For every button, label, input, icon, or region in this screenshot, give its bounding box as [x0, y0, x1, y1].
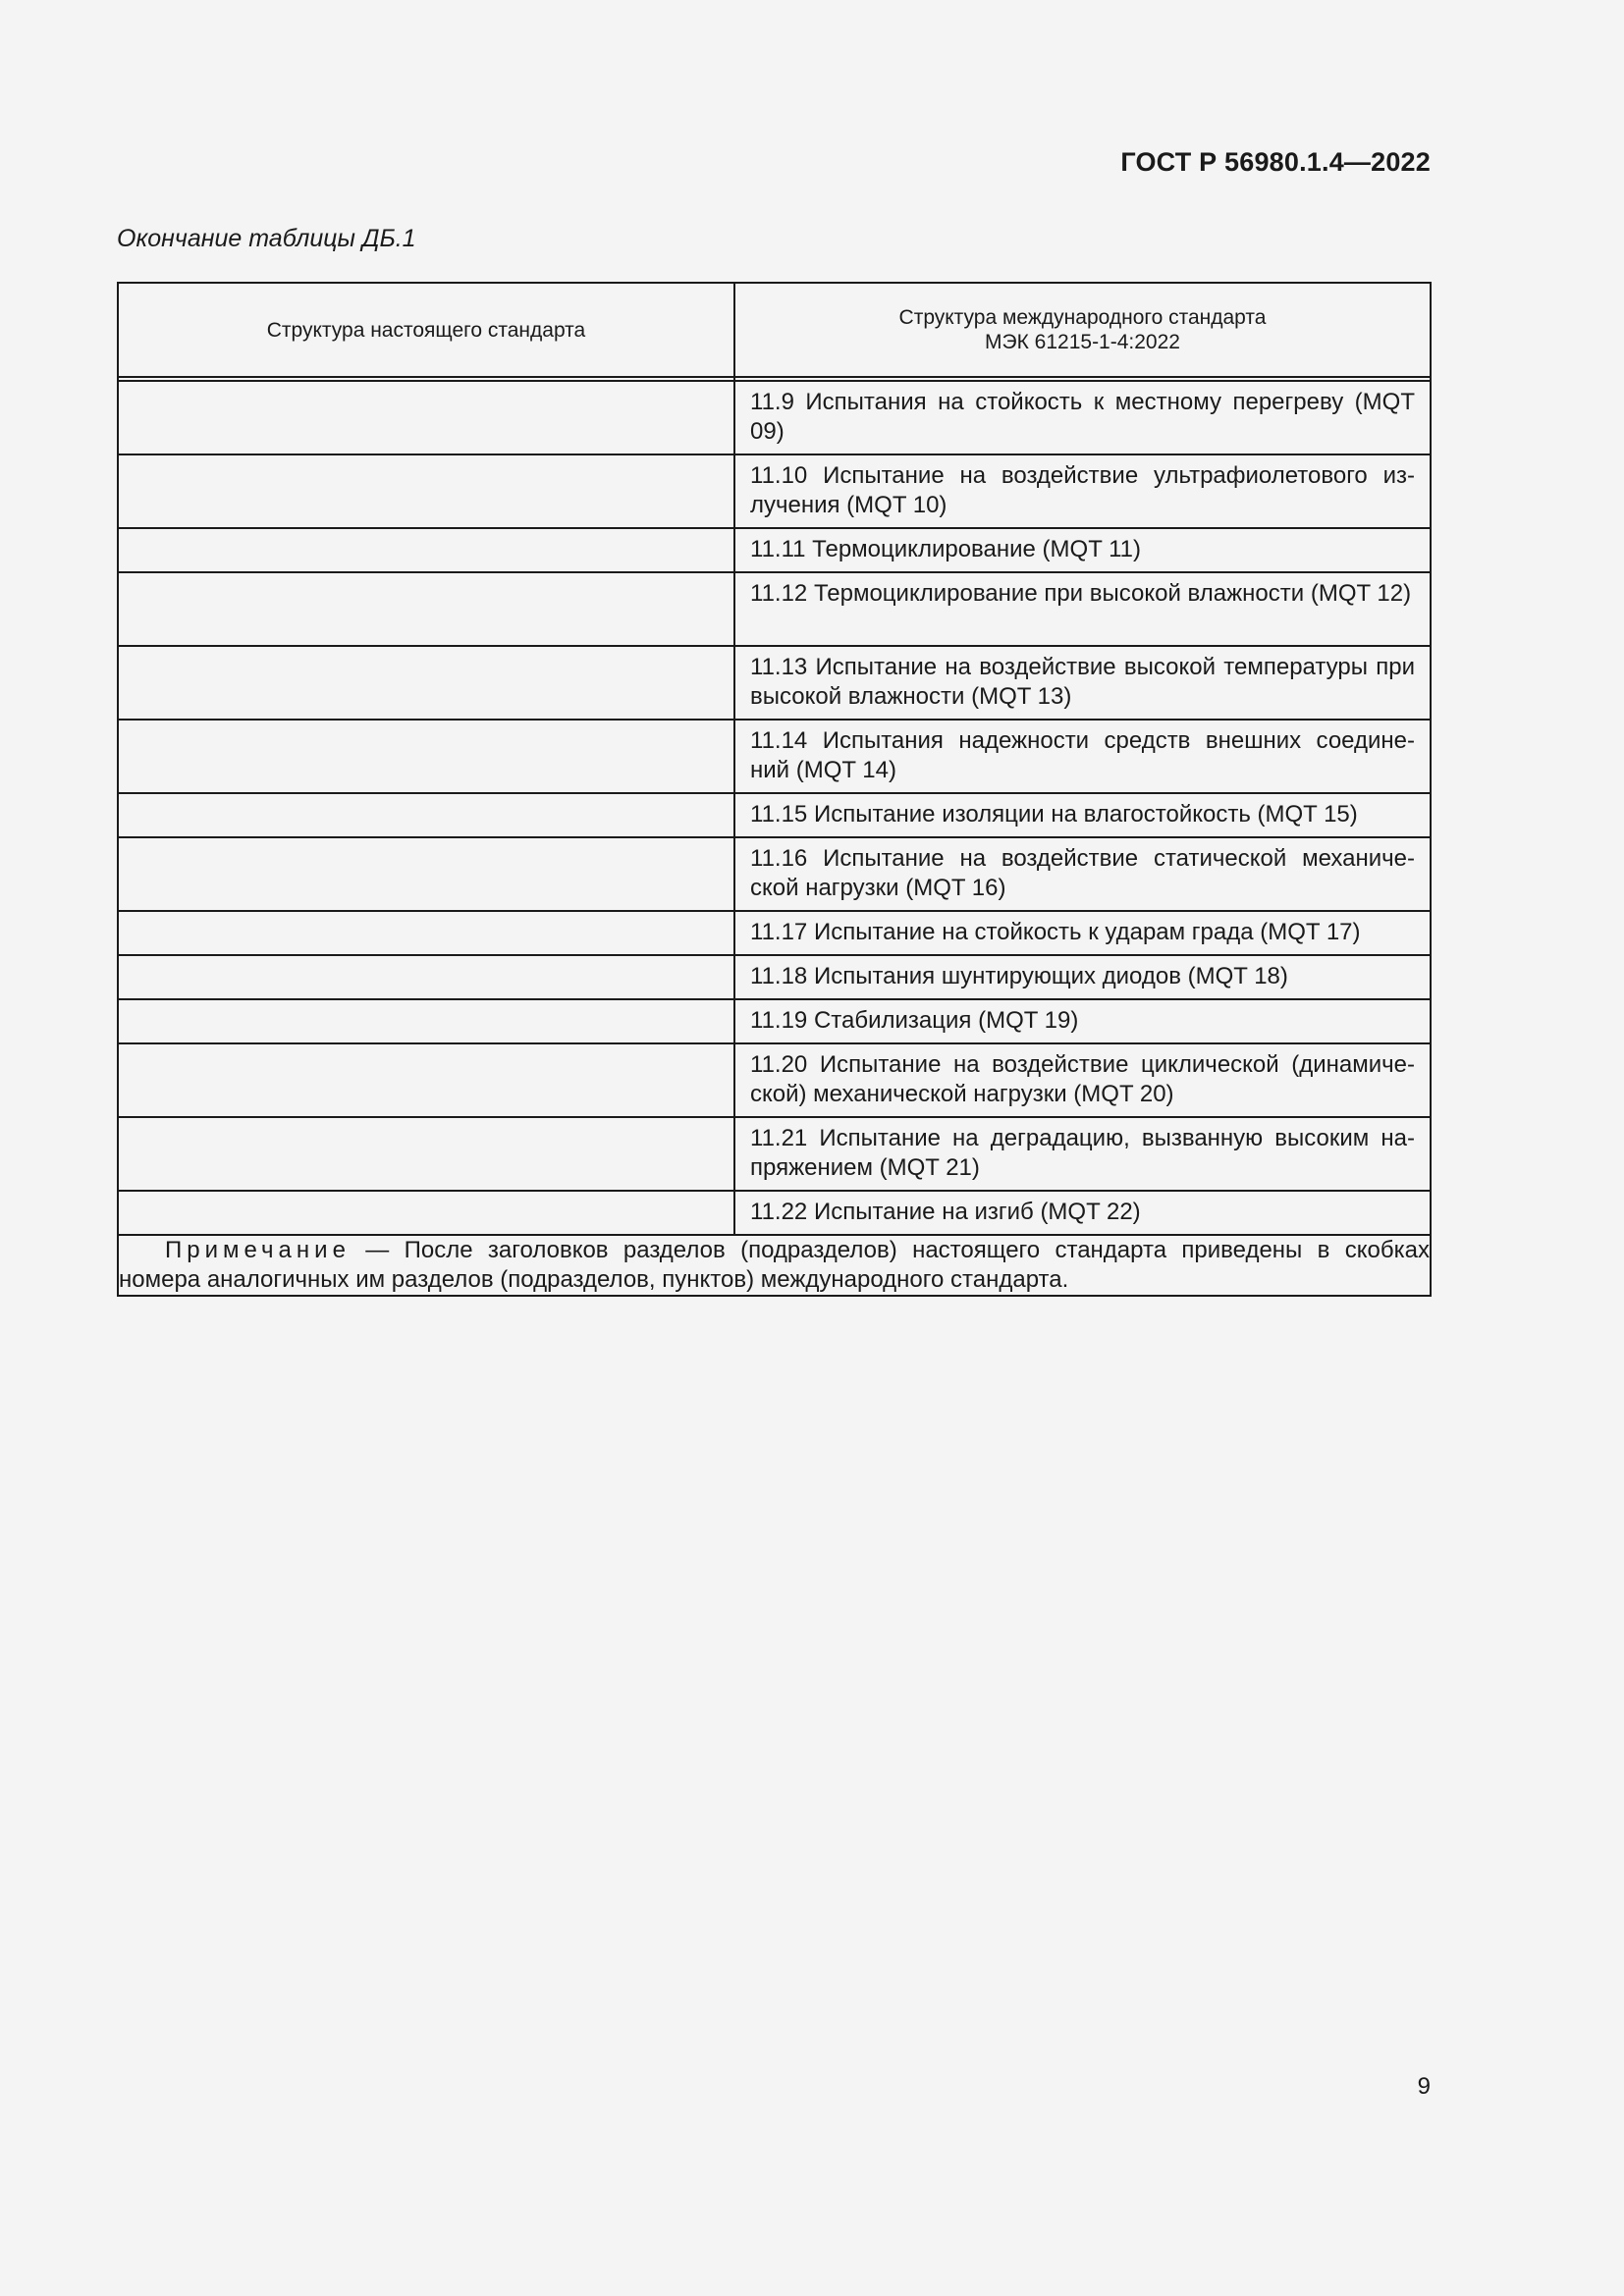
table-cell-right: 11.19 Стабилизация (MQT 19) [734, 999, 1431, 1043]
table-row [118, 572, 1431, 646]
table-cell-left [118, 646, 734, 720]
table-cell-left [118, 572, 734, 646]
page-number: 9 [1417, 2073, 1431, 2100]
note-label: Примечание [165, 1237, 351, 1263]
table-row [118, 1043, 1431, 1117]
table-note [118, 1235, 1431, 1296]
table-cell-right: 11.11 Термоциклирование (MQT 11) [734, 528, 1431, 572]
table-cell-left [118, 911, 734, 955]
table-cell-right: 11.10 Испытание на воздействие ультрафиолетового из- лучения (MQT 10) [734, 454, 1431, 528]
table-cell-left [118, 955, 734, 999]
col1-header: Структура настоящего стандарта [118, 283, 734, 377]
note-text: — После заголовков разделов (подразделов) настоящего стандарта приведены в скобках номера аналогичных им разделов (подразделов, пунктов) международного стандарта. [119, 1237, 1430, 1293]
table-cell-left [118, 999, 734, 1043]
table-cell-left [118, 720, 734, 793]
table-row [118, 911, 1431, 955]
table-cell-left [118, 1117, 734, 1191]
col2-header [734, 283, 1431, 377]
structure-table [117, 282, 1432, 1297]
table-cell-right: 11.17 Испытание на стойкость к ударам града (MQT 17) [734, 911, 1431, 955]
table-row [118, 528, 1431, 572]
table-cell-left [118, 1191, 734, 1235]
col2-header-line1: Структура международного стандарта [898, 306, 1267, 329]
table-row [118, 999, 1431, 1043]
table-cell-left [118, 454, 734, 528]
table-row [118, 1117, 1431, 1191]
table-row [118, 955, 1431, 999]
table-cell-right: 11.21 Испытание на деградацию, вызванную высоким на- пряжением (MQT 21) [734, 1117, 1431, 1191]
table-header-row [118, 283, 1431, 377]
table-cell-right: 11.16 Испытание на воздействие статической механиче- ской нагрузки (MQT 16) [734, 837, 1431, 911]
table-row [118, 381, 1431, 454]
table-row [118, 837, 1431, 911]
table-cell-right: 11.12 Термоциклирование при высокой влажности (MQT 12) [734, 572, 1431, 646]
document-code: ГОСТ Р 56980.1.4—2022 [1120, 147, 1431, 177]
table-cell-right: 11.15 Испытание изоляции на влагостойкость (MQT 15) [734, 793, 1431, 837]
table-cell-right: 11.18 Испытания шунтирующих диодов (MQT 18) [734, 955, 1431, 999]
table-cell-left [118, 1043, 734, 1117]
table-cell-left [118, 837, 734, 911]
table-cell-right: 11.9 Испытания на стойкость к местному перегреву (MQT 09) [734, 381, 1431, 454]
table-row [118, 1191, 1431, 1235]
table-cell-right: 11.14 Испытания надежности средств внешних соедине- ний (MQT 14) [734, 720, 1431, 793]
table-cell-left [118, 381, 734, 454]
table-note-row [118, 1235, 1431, 1296]
col2-header-line2: МЭК 61215-1-4:2022 [985, 331, 1180, 353]
table-cell-right: 11.20 Испытание на воздействие циклической (динамиче- ской) механической нагрузки (MQT 20) [734, 1043, 1431, 1117]
table-caption: Окончание таблицы ДБ.1 [117, 225, 416, 252]
table-cell-left [118, 528, 734, 572]
table-row [118, 454, 1431, 528]
table-cell-left [118, 793, 734, 837]
table-row [118, 646, 1431, 720]
table-cell-right: 11.13 Испытание на воздействие высокой температуры при высокой влажности (MQT 13) [734, 646, 1431, 720]
table-row [118, 720, 1431, 793]
table-cell-right: 11.22 Испытание на изгиб (MQT 22) [734, 1191, 1431, 1235]
table-row [118, 793, 1431, 837]
